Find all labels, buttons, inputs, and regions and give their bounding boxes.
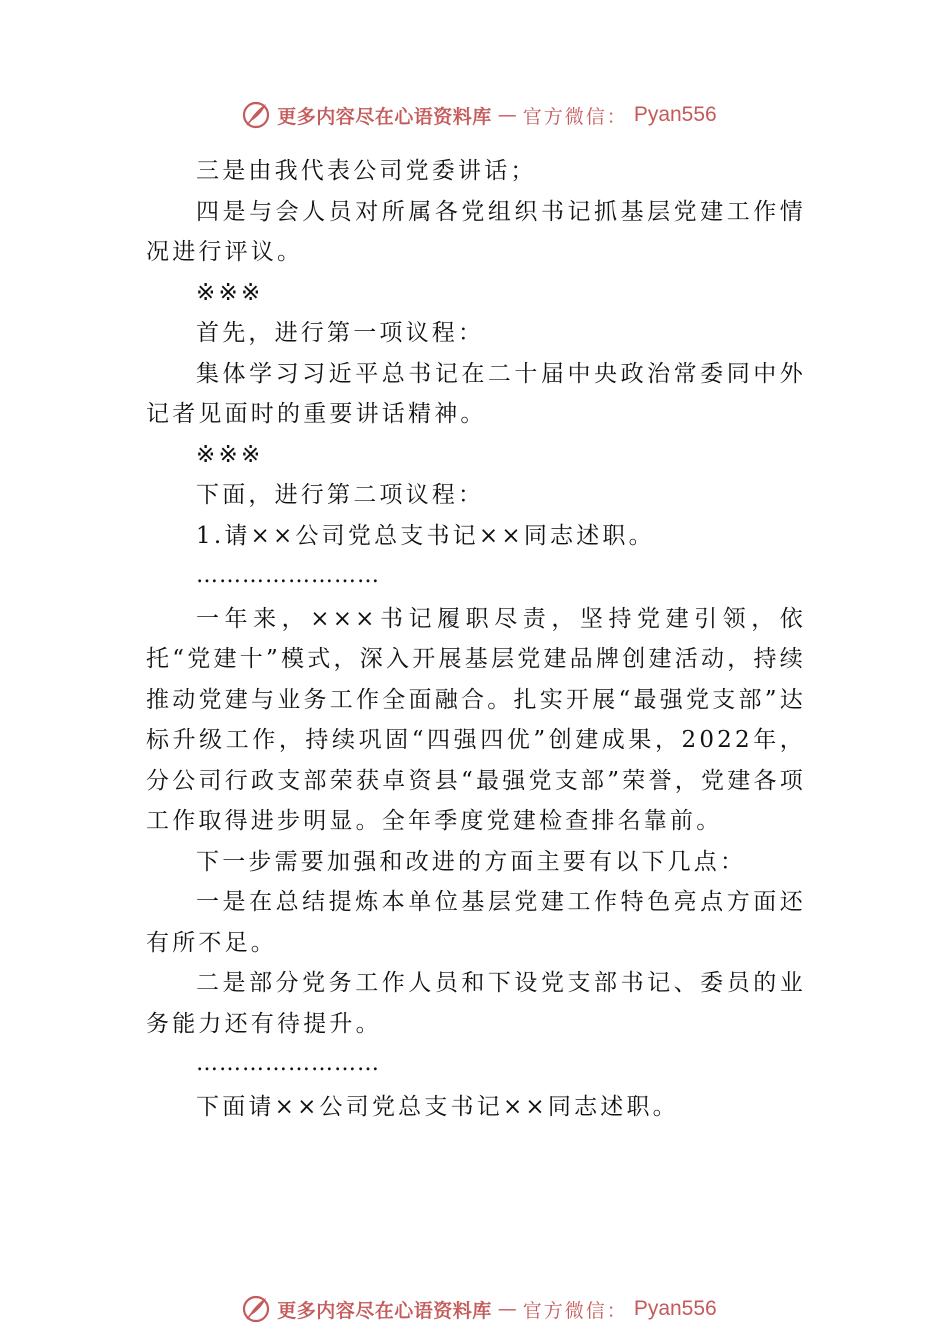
banner-title: 更多内容尽在心语资料库 (277, 1299, 492, 1322)
banner-wechat-id: Pyan556 (633, 103, 717, 126)
banner-title: 更多内容尽在心语资料库 (277, 105, 492, 128)
ellipsis-divider: …………………… (196, 1051, 380, 1076)
ellipsis-divider: …………………… (196, 563, 380, 588)
paragraph-study: 集体学习习近平总书记在二十届中央政治常委同中外记者见面时的重要讲话精神。 (146, 360, 806, 427)
section-separator: ※※※ (196, 279, 264, 306)
banner-wechat-label: 官方微信： (522, 105, 628, 128)
banner-wechat-label: 官方微信： (522, 1299, 628, 1322)
quill-pen-circle-icon (241, 100, 271, 130)
header-banner (0, 95, 950, 135)
paragraph-review: 四是与会人员对所属各党组织书记抓基层党建工作情况进行评议。 (146, 198, 806, 265)
paragraph-next-report: 下面请××公司党总支书记××同志述职。 (196, 1093, 679, 1120)
banner-separator: — (497, 104, 517, 126)
paragraph-report-request: 1.请××公司党总支书记××同志述职。 (196, 522, 655, 549)
quill-pen-circle-icon (241, 1294, 271, 1324)
paragraph-agenda-one: 首先，进行第一项议程： (196, 320, 485, 346)
paragraph-improvement-one: 一是在总结提炼本单位基层党建工作特色亮点方面还有所不足。 (146, 889, 806, 956)
paragraph-achievements: 一年来，×××书记履职尽责，坚持党建引领，依托“党建十”模式，深入开展基层党建品牌创建活动，持续推动党建与业务工作全面融合。扎实开展“最强党支部”达标升级工作，持续巩固“四强四优”创建成果，2022年，分公司行政支部荣获卓资县“最强党支部”荣誉，党建各项工作取得进步明显。全年季度党建检查排名靠前。 (146, 605, 806, 834)
document-body (146, 151, 806, 1127)
paragraph-speech: 三是由我代表公司党委讲话； (196, 158, 537, 184)
banner-wechat-id: Pyan556 (633, 1297, 717, 1320)
paragraph-improvements-intro: 下一步需要加强和改进的方面主要有以下几点： (196, 848, 747, 875)
paragraph-agenda-two: 下面，进行第二项议程： (196, 482, 485, 508)
footer-banner (0, 1289, 950, 1329)
paragraph-improvement-two: 二是部分党务工作人员和下设党支部书记、委员的业务能力还有待提升。 (146, 970, 806, 1037)
section-separator: ※※※ (196, 441, 264, 468)
banner-separator: — (497, 1298, 517, 1320)
